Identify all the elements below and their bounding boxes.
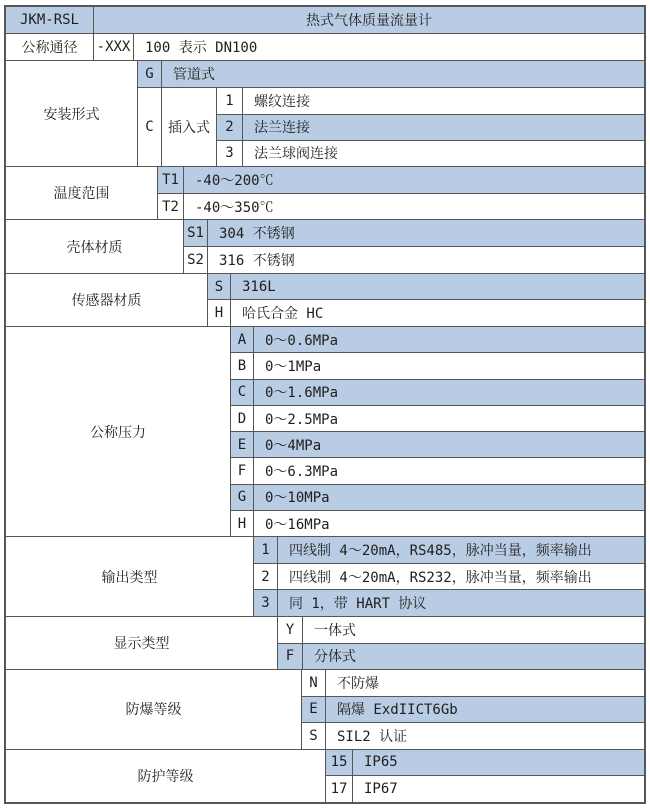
option-code: 1 [254,537,278,563]
option-value: 316L [242,278,276,295]
option-value: 0～1.6MPa [265,385,339,402]
option-code: S [302,723,326,749]
option-code: C [231,380,254,405]
option-row [231,458,644,484]
model-code: JKM-RSL [6,7,94,33]
section-temperature [6,167,644,220]
section-label-explosion-proof-grade: 防爆等级 [6,670,302,749]
section-explosion-proof-grade [6,670,644,750]
option-code: Y [278,617,303,643]
section-installation [6,61,644,167]
section-label-housing-material: 壳体材质 [6,220,184,272]
option-value: IP67 [364,781,398,798]
option-value: 0～6.3MPa [265,464,339,481]
option-value: 0～0.6MPa [265,332,339,349]
option-code: 3 [254,590,278,616]
option-code: D [231,406,254,431]
option-value: 四线制 4～20mA，RS232，脉冲当量，频率输出 [289,569,592,586]
option-row [158,167,644,194]
option-value: 分体式 [314,649,356,666]
option-row [302,670,644,697]
section-housing-material [6,220,644,273]
option-row [217,141,644,166]
section-label-installation: 安装形式 [6,61,138,166]
option-row [231,511,644,536]
option-value: 同 1，带 HART 协议 [289,596,427,613]
option-row [138,61,644,88]
option-value: 0～1MPa [265,358,322,375]
section-nominal-pressure [6,327,644,537]
option-value: 螺纹连接 [254,93,310,110]
option-value: 304 不锈钢 [219,226,295,243]
option-code: F [278,644,303,670]
option-row [231,432,644,458]
option-row [254,590,644,616]
option-code: 15 [326,750,353,776]
option-row [302,723,644,749]
option-value: SIL2 认证 [337,728,408,745]
section-label-temperature: 温度范围 [6,167,158,219]
option-value: 100 表示 DN100 [145,40,258,57]
option-code: S2 [184,247,208,273]
section-label-nominal-diameter: 公称通径 [6,34,94,60]
option-code: A [231,327,254,352]
option-code: G [138,61,162,87]
option-row [254,537,644,564]
option-code: N [302,670,326,696]
option-code: 1 [217,88,243,113]
option-value: IP65 [364,754,398,771]
option-row [208,300,644,326]
option-value: 四线制 4～20mA，RS485，脉冲当量，频率输出 [289,543,592,560]
option-value: 0～10MPa [265,490,330,507]
option-value: 法兰连接 [254,120,310,137]
option-code: -XXX [94,34,134,60]
option-row [158,194,644,220]
option-value: 0～2.5MPa [265,411,339,428]
option-code: H [231,511,254,536]
option-row [231,485,644,511]
option-code: S1 [184,220,208,246]
option-value: 法兰球阀连接 [254,146,338,163]
section-display-type [6,617,644,670]
header-row [6,7,644,34]
option-row [184,247,644,273]
section-label-nominal-pressure: 公称压力 [6,327,231,536]
option-row [278,617,644,644]
insertion-group [138,88,644,166]
option-row [254,564,644,591]
option-row [231,353,644,379]
option-row [326,750,644,777]
option-code: T2 [158,194,184,220]
option-code: G [231,485,254,510]
option-value: 316 不锈钢 [219,252,295,269]
option-code: H [208,300,231,326]
option-row [231,327,644,353]
option-value: -40～200℃ [195,172,274,189]
option-row [231,380,644,406]
section-label-display-type: 显示类型 [6,617,278,669]
option-code: F [231,458,254,483]
section-sensor-material [6,274,644,327]
option-code: E [231,432,254,457]
spec-table [4,5,646,804]
option-row [278,644,644,670]
option-code: S [208,274,231,300]
option-value: 一体式 [314,622,356,639]
option-code: 2 [254,564,278,590]
option-row [217,88,644,114]
option-value: 不防爆 [337,675,379,692]
option-row [208,274,644,301]
option-value: 管道式 [173,67,215,84]
insertion-label: 插入式 [162,88,217,166]
option-row [326,776,644,802]
option-row [184,220,644,247]
option-row [217,115,644,141]
option-value: -40～350℃ [195,199,274,216]
option-code: E [302,697,326,723]
section-label-sensor-material: 传感器材质 [6,274,208,326]
option-code: T1 [158,167,184,193]
option-code: B [231,353,254,378]
option-value: 0～16MPa [265,516,330,533]
section-protection-grade [6,750,644,802]
option-value: 0～4MPa [265,437,322,454]
option-value: 隔爆 ExdIICT6Gb [337,702,458,719]
option-row [302,697,644,724]
page-title: 热式气体质量流量计 [306,13,432,30]
section-output-type [6,537,644,617]
option-code: 2 [217,115,243,140]
option-code: C [138,88,162,166]
option-value: 哈氏合金 HC [242,306,324,323]
option-row [231,406,644,432]
option-code: 17 [326,776,353,802]
section-label-output-type: 输出类型 [6,537,254,616]
section-nominal-diameter [6,34,644,61]
option-code: 3 [217,141,243,166]
section-label-protection-grade: 防护等级 [6,750,326,802]
